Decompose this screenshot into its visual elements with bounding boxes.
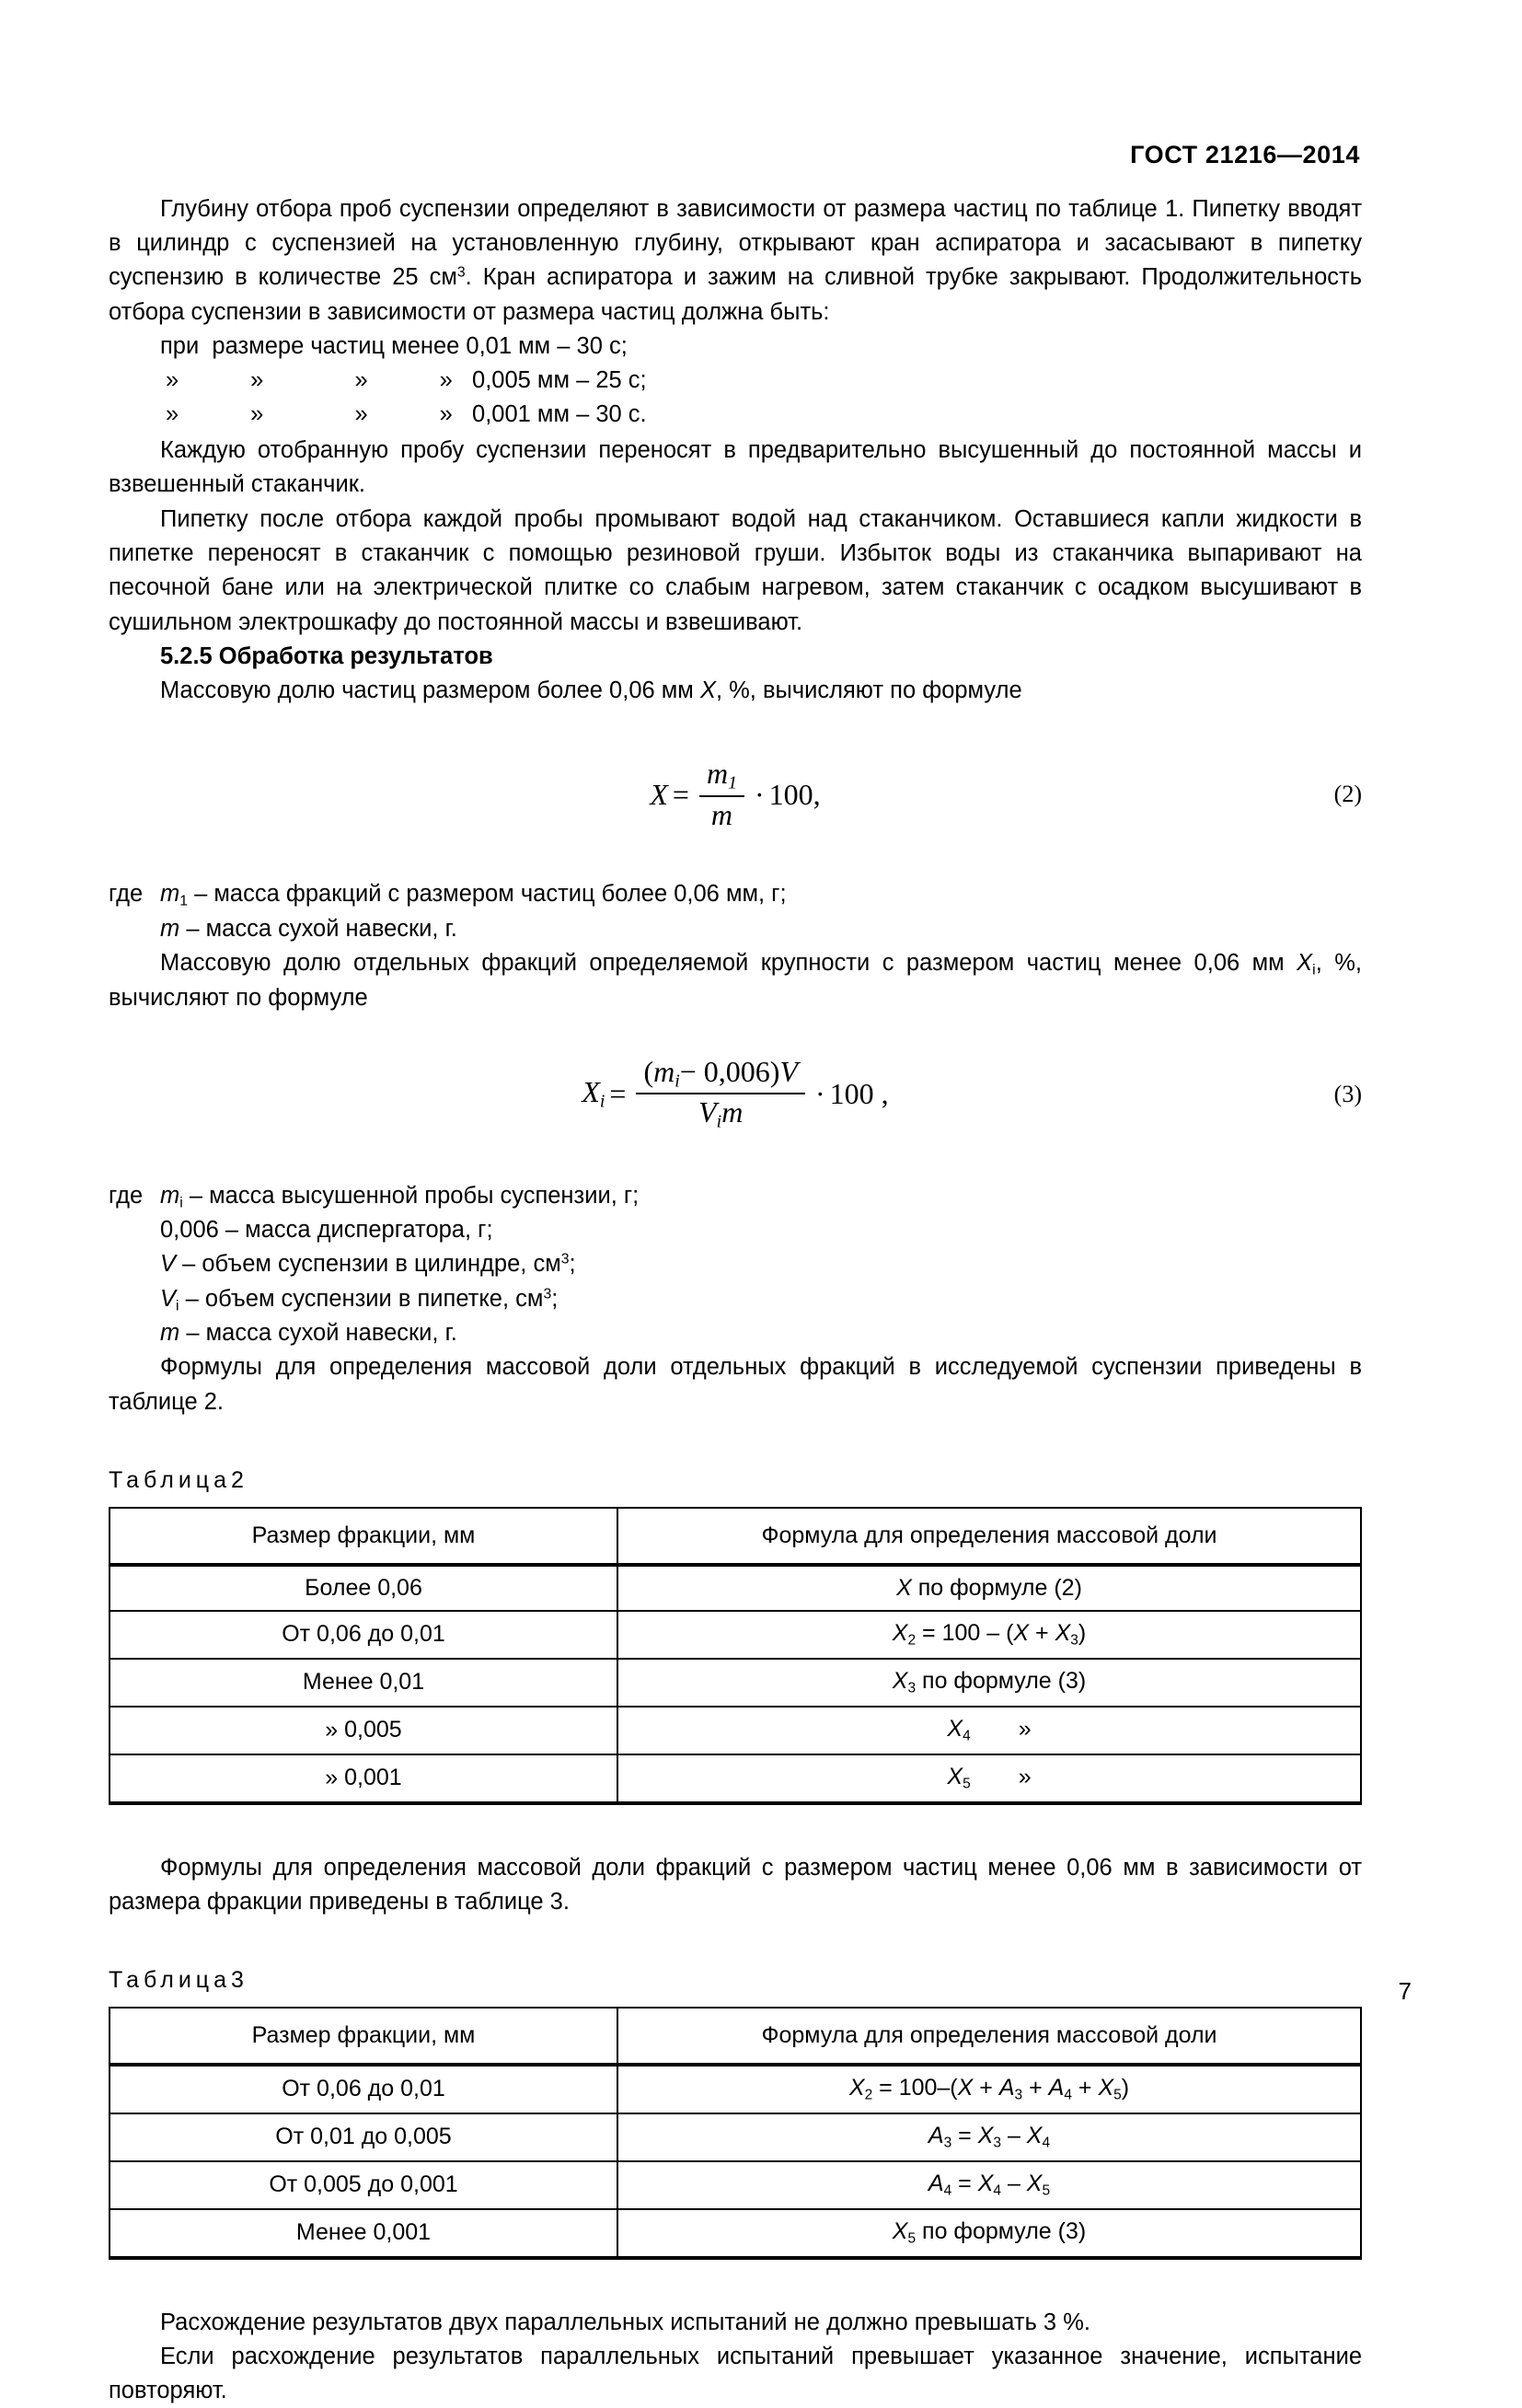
paragraph-pipette-rinse: Пипетку после отбора каждой пробы промывают водой над стаканчиком. Оставшиеся капли жидкости в пипетке переносят в стаканчик с помощью резиновой груши. Избыток воды из стаканчика выпаривают на песочной бане или на электрической плитке со слабым нагревом, затем стаканчик с осадком высушивают в сушильном электрошкафу до постоянной массы и взвешивают. [109,505,1362,635]
formula-2-factor: 100, [768,777,821,811]
formula-2-numerator [699,758,744,796]
paragraph-sample-transfer: Каждую отобранную пробу суспензии переносят в предварительно высушенный до постоянной массы и взвешенный стаканчик. [109,436,1362,497]
table-cell-size: » 0,005 [110,1707,617,1754]
page-number: 7 [1398,1977,1412,2005]
table-cell-formula [617,2209,1361,2258]
formula-text: = [951,2122,978,2148]
formula-2-expression [650,758,820,830]
document-header: ГОСТ 21216—2014 [1130,141,1360,168]
where-spacer-5 [109,1316,160,1350]
formula-subscript: 3 [943,2135,952,2151]
table-3-caption [109,1967,1362,1994]
value-0006: 0,006 [160,1217,219,1244]
table-3 [109,2007,1362,2260]
mass-fraction-intro-a: Массовую долю частиц размером более 0,06 мм [160,677,700,704]
table-3-header-row [110,2008,1361,2065]
table-2-body [110,1565,1361,1803]
paragraph-sampling-depth-text-cont: . Кран аспиратора и зажим на сливной трубке закрывают. Продолжительность отбора суспензии в зависимости от размера частиц должна быть: [109,264,1363,325]
formula-3-open-paren: ( [643,1054,654,1088]
formula-2-number: (2) [1333,781,1362,808]
formula-subscript: 4 [943,2182,952,2199]
table-2-header-size: Размер фракции, мм [110,1508,617,1565]
fraction-intro-a: Массовую долю отдельных фракций определяемой крупности с размером частиц менее 0,06 мм [160,950,1297,976]
formula-3-num-v: V [779,1054,798,1088]
definition-text-vi: – объем суспензии в пипетке, см [179,1285,544,1312]
paragraph-table2-ref: Формулы для определения массовой доли отдельных фракций в исследуемой суспензии приведены в таблице 2. [109,1354,1362,1415]
table-cell-size: От 0,005 до 0,001 [110,2161,617,2209]
formula-variable: X [896,1574,912,1601]
symbol-m2: m [160,1320,180,1347]
table-3-body [110,2065,1361,2258]
formula-subscript: 5 [1113,2087,1122,2103]
table-2-caption-word: Таблица [109,1466,232,1493]
formula-variable: X [1026,2122,1043,2148]
formula-subscript: 3 [1014,2087,1023,2103]
formula-text: – [1001,2170,1027,2196]
where-spacer-4 [109,1282,160,1317]
formula-subscript: 5 [1042,2182,1051,2199]
where-row-vi [109,1282,1362,1317]
formula-3-numerator [636,1054,805,1094]
table-cell-formula [617,2113,1361,2161]
table-cell-size: От 0,01 до 0,005 [110,2113,617,2161]
table-cell-formula [617,1754,1361,1803]
paragraph-tolerance: Расхождение результатов двух параллельных испытаний не должно превышать 3 %. [160,2309,1090,2335]
multiplication-dot: · [754,777,765,811]
table-3-caption-word: Таблица [109,1966,232,1993]
where-row-dispersant [109,1213,1362,1247]
paragraph-repeat-test: Если расхождение результатов параллельных испытаний превышает указанное значение, испытание повторяют. [109,2343,1362,2404]
fraction-intro-b: , %, вычисляют по формуле [109,950,1362,1011]
paragraph-sampling-depth-text: Глубину отбора проб суспензии определяют в зависимости от размера частиц по таблице 1. Пипетку вводят в цилиндр с суспензией на установленную глубину, открывают кран аспиратора и засасывают в пипетку суспензию в количестве 25 см [109,196,1362,291]
table-row [110,1659,1361,1707]
paragraph-mass-fraction-intro [109,674,1362,708]
formula-3-den-m: m [721,1095,744,1129]
formula-variable: X [947,1715,963,1742]
formula-subscript: 5 [963,1775,971,1791]
formula-subscript: 4 [1042,2135,1051,2151]
formula-variable: X [1098,2074,1114,2101]
where-definition-dispersant [160,1213,1362,1247]
formula-variable: A [928,2122,944,2148]
table-row [110,1754,1361,1803]
symbol-vi-subscript: i [176,1298,179,1314]
formula-text: + [973,2074,999,2101]
definition-text-v: – объем суспензии в цилиндре, см [176,1251,561,1278]
page-content [109,0,1362,2408]
list-item-2: » » » » 0,001 мм – 30 с. [166,401,647,428]
formula-subscript: 4 [963,1727,971,1743]
formula-3-lhs-subscript: i [599,1091,605,1112]
formula-3-num-m-subscript: i [675,1071,680,1092]
symbol-v: V [160,1251,177,1278]
formula-text: + [1071,2074,1099,2101]
cm-cubed-superscript: 3 [456,264,466,281]
table-cell-size: Менее 0,01 [110,1659,617,1707]
definition-text-m1: – масса фракций с размером частиц более 0,06 мм, г; [188,881,787,908]
multiplication-dot-3: · [814,1077,825,1111]
table-cell-size: От 0,06 до 0,01 [110,2065,617,2113]
symbol-mi: m [160,1182,180,1209]
where-definition-m2 [160,1316,1362,1350]
formula-subscript: 3 [993,2135,1001,2151]
semicolon-v: ; [569,1251,576,1278]
formula-variable: X [947,1763,963,1789]
variable-xi: X [1297,950,1313,976]
formula-2-denominator: m [710,797,733,831]
formula-variable: A [1048,2074,1065,2101]
formula-3-number: (3) [1333,1080,1362,1107]
where-spacer-3 [109,1247,160,1281]
formula-2 [109,748,1362,840]
list-item-0: при размере частиц менее 0,01 мм – 30 с; [160,332,628,359]
list-item-1: » » » » 0,005 мм – 25 с; [166,367,647,394]
formula-variable: X [1013,1619,1030,1646]
formula-variable: X [892,1667,908,1694]
definition-text-mi: – масса высушенной пробы суспензии, г; [182,1182,640,1209]
where-row-m1 [109,877,1362,912]
formula-subscript: 2 [864,2087,873,2103]
paragraph-table3-ref: Формулы для определения массовой доли фракций с размером частиц менее 0,06 мм в зависимости от размера фракции приведены в таблице 3. [109,1854,1362,1915]
formula-3-denominator [691,1094,750,1131]
formula-3 [109,1047,1362,1142]
definition-text-m: – масса сухой навески, г. [179,915,457,942]
paragraph-fraction-intro [109,946,1362,1015]
table-cell-formula [617,2161,1361,2209]
where-label: где [109,881,144,908]
formula-subscript: 5 [907,2230,917,2247]
formula-text: = 100 – ( [916,1619,1014,1646]
formula-variable: X [848,2074,865,2101]
where-block-formula-2 [109,877,1362,946]
formula-3-factor: 100 , [829,1077,889,1111]
table-cell-formula [617,1659,1361,1707]
cm-cubed-superscript-vi: 3 [543,1285,552,1302]
formula-text: » [1018,1715,1032,1742]
where-row-v [109,1247,1362,1281]
table-row [110,2209,1361,2258]
symbol-m: m [160,881,180,908]
formula-variable: X [977,2122,994,2148]
where-definition-m1 [160,877,1362,912]
where-row-m2 [109,1316,1362,1350]
formula-subscript: 3 [1070,1632,1078,1649]
symbol-mi-subscript: i [179,1195,183,1211]
cm-cubed-superscript-v: 3 [560,1251,570,1268]
formula-variable: X [957,2074,974,2101]
table-3-caption-number: 3 [231,1966,244,1993]
semicolon-vi: ; [551,1285,559,1312]
table-row [110,2113,1361,2161]
formula-variable: A [928,2170,944,2196]
formula-subscript: 4 [993,2182,1001,2199]
where-label-2: где [109,1182,144,1209]
where-spacer [109,912,160,946]
where-definition-mi [160,1179,1362,1214]
definition-text-m2: – масса сухой навески, г. [179,1320,457,1347]
formula-text: ) [1078,1619,1087,1646]
formula-variable: X [892,1619,908,1646]
table-row [110,1707,1361,1754]
formula-variable: X [892,2217,908,2244]
where-block-formula-3 [109,1179,1362,1351]
formula-text: – [1001,2122,1027,2148]
table-cell-formula [617,1707,1361,1754]
formula-text: = [951,2170,978,2196]
where-row-m [109,912,1362,946]
formula-variable: X [1026,2170,1043,2196]
formula-text: + [1029,1619,1055,1646]
table-row [110,1611,1361,1659]
where-definition-vi [160,1282,1362,1317]
table-2-header-row [110,1508,1361,1565]
table-cell-size: От 0,06 до 0,01 [110,1611,617,1659]
definition-text-dispersant: – масса диспергатора, г; [218,1217,493,1244]
symbol-m-plain: m [160,915,180,942]
where-spacer-2 [109,1213,160,1247]
formula-3-num-m: m [653,1054,675,1088]
formula-3-close-paren: ) [769,1054,780,1088]
formula-subscript: 2 [907,1632,917,1649]
table-cell-formula [617,2065,1361,2113]
formula-variable: X [1055,1619,1071,1646]
table-cell-size: Более 0,06 [110,1565,617,1611]
formula-text: + [1022,2074,1049,2101]
formula-3-num-minus-term: − 0,006 [679,1054,770,1088]
formula-subscript: 3 [907,1680,917,1696]
formula-text: по формуле (3) [916,1667,1087,1694]
formula-2-lhs: X [650,777,668,811]
table-cell-size: » 0,001 [110,1754,617,1803]
formula-2-num-subscript: 1 [728,772,737,793]
formula-subscript: 4 [1064,2087,1072,2103]
section-heading-5-2-5: 5.2.5 Обработка результатов [160,643,493,669]
equals-sign-3: = [609,1077,627,1111]
formula-text: по формуле (2) [911,1574,1082,1601]
variable-xi-subscript: i [1312,962,1316,978]
formula-3-lhs [582,1075,605,1113]
formula-text: по формуле (3) [916,2217,1087,2244]
symbol-vi: V [160,1285,177,1312]
table-row [110,2065,1361,2113]
variable-x: X [699,677,716,704]
formula-3-lhs-symbol: X [582,1075,600,1109]
paragraph-sampling-depth [109,192,1362,330]
where-definition-m [160,912,1362,946]
table-2-header-formula: Формула для определения массовой доли [617,1508,1361,1565]
formula-variable: X [977,2170,994,2196]
table-cell-size: Менее 0,001 [110,2209,617,2258]
table-3-header-formula: Формула для определения массовой доли [617,2008,1361,2065]
symbol-m-subscript: 1 [179,893,189,909]
formula-3-den-v: V [698,1095,717,1129]
formula-variable: A [998,2074,1015,2101]
table-cell-formula [617,1611,1361,1659]
formula-3-den-v-subscript: i [716,1111,722,1132]
table-2 [109,1507,1362,1805]
formula-3-fraction [636,1054,805,1132]
equals-sign: = [672,777,689,811]
where-definition-v [160,1247,1362,1281]
where-row-mi [109,1179,1362,1214]
mass-fraction-intro-b: , %, вычисляют по формуле [715,677,1022,704]
table-cell-formula [617,1565,1361,1611]
table-2-caption-number: 2 [231,1466,244,1493]
formula-2-num-symbol: m [706,757,729,791]
table-3-header-size: Размер фракции, мм [110,2008,617,2065]
formula-2-fraction [699,758,744,830]
formula-text: ) [1121,2074,1130,2101]
table-row [110,2161,1361,2209]
formula-text: = 100–( [872,2074,958,2101]
formula-3-expression [582,1054,889,1132]
formula-text: » [1018,1763,1032,1789]
table-2-caption [109,1467,1362,1494]
table-row [110,1565,1361,1611]
